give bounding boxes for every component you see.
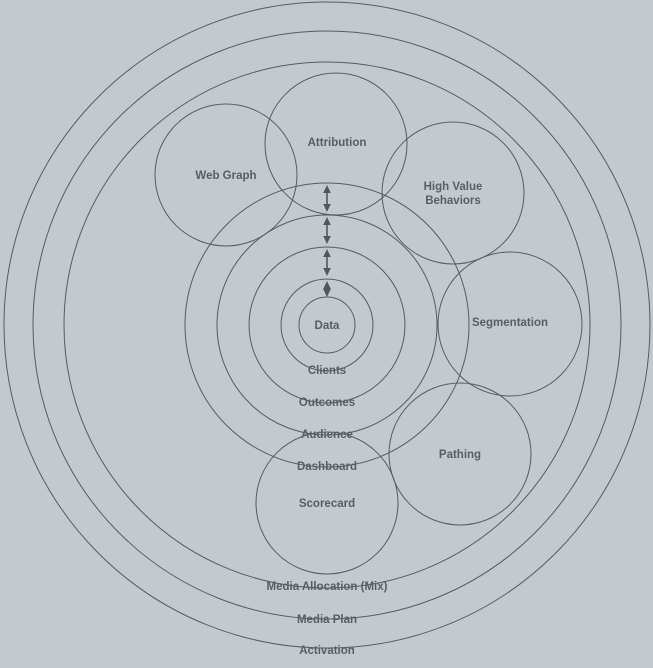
ring-label-audience: Audience bbox=[301, 429, 353, 441]
double-arrow-3 bbox=[323, 249, 331, 276]
satellite-label-segmentation: Segmentation bbox=[471, 317, 549, 329]
satellite-label-scorecard: Scorecard bbox=[298, 498, 356, 510]
ring-label-outcomes: Outcomes bbox=[298, 397, 356, 409]
double-arrow-4 bbox=[323, 281, 331, 297]
data-label: Data bbox=[314, 320, 340, 332]
satellite-label-high-value: High Value bbox=[423, 181, 483, 193]
satellite-label-pathing: Pathing bbox=[438, 449, 482, 461]
circle-high-value-behaviors bbox=[382, 122, 524, 264]
ring-label-dashboard: Dashboard bbox=[296, 461, 358, 473]
ring-label-clients: Clients bbox=[307, 365, 347, 377]
double-arrow-2 bbox=[323, 217, 331, 244]
satellite-label-web-graph: Web Graph bbox=[195, 170, 257, 182]
double-arrow-1 bbox=[323, 185, 331, 212]
ring-label-media-plan: Media Plan bbox=[296, 614, 358, 626]
satellite-label-attribution: Attribution bbox=[307, 137, 367, 149]
ring-label-media-allocation: Media Allocation (Mix) bbox=[266, 581, 388, 593]
ring-label-activation: Activation bbox=[299, 645, 355, 657]
satellite-label-behaviors: Behaviors bbox=[425, 195, 481, 207]
